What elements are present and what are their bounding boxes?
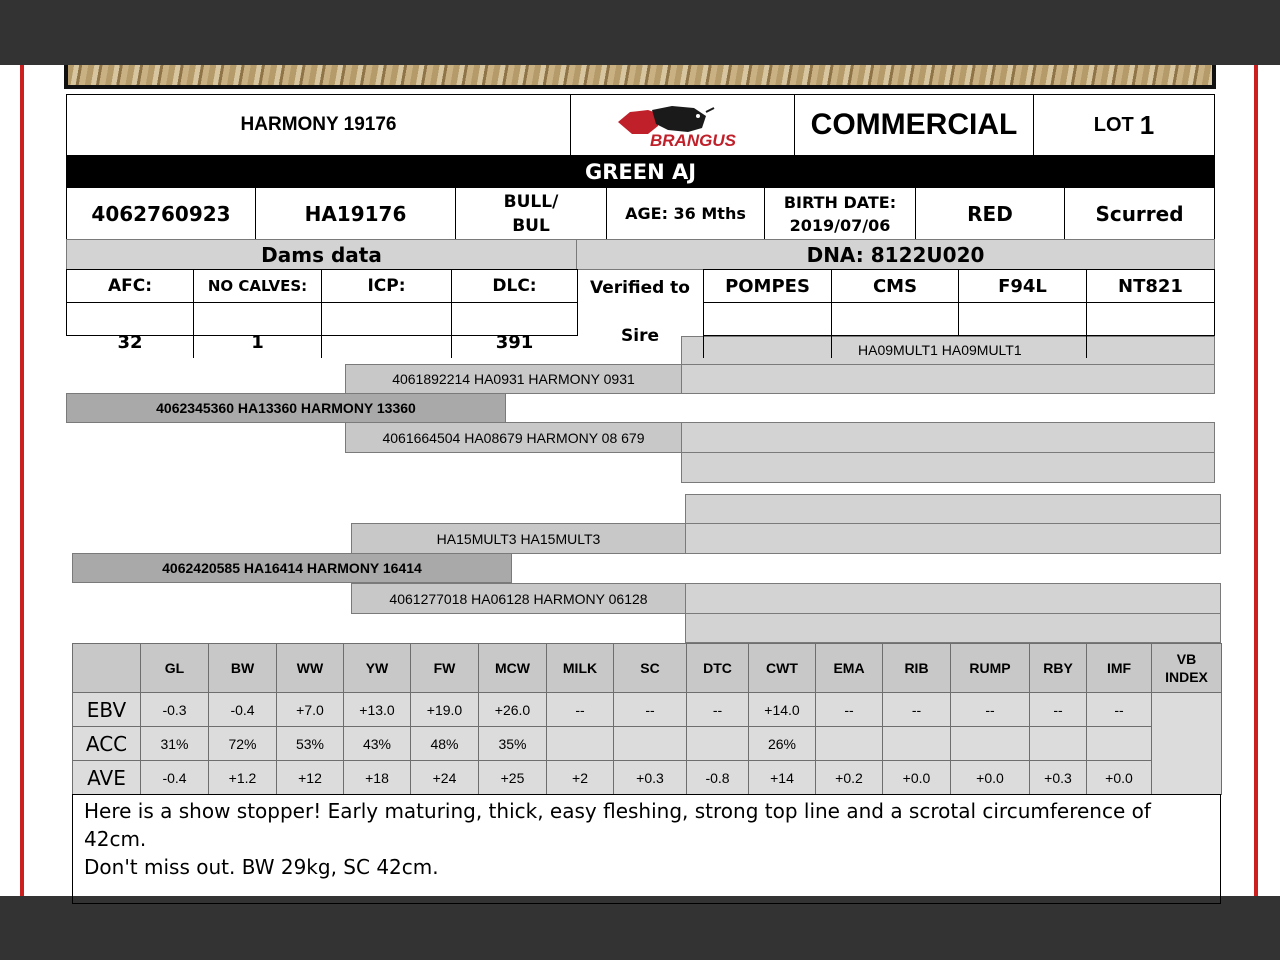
dam-sire: HA15MULT3 HA15MULT3 bbox=[351, 523, 686, 554]
sex-line2: BUL bbox=[512, 215, 550, 236]
ebv-value-cell: -- bbox=[815, 692, 883, 727]
birth-date-label: BIRTH DATE: bbox=[783, 192, 897, 212]
ebv-value-cell: +14 bbox=[748, 760, 816, 795]
ebv-value-cell bbox=[686, 726, 749, 761]
ebv-value-cell bbox=[815, 726, 883, 761]
nt821-result bbox=[1086, 302, 1215, 336]
ebv-corner bbox=[72, 643, 141, 693]
ebv-value-cell: -- bbox=[613, 692, 687, 727]
left-red-frame bbox=[20, 65, 24, 896]
ebv-value-cell: +7.0 bbox=[276, 692, 344, 727]
cms-result bbox=[831, 302, 959, 336]
dna-test-nt821: NT821 bbox=[1086, 269, 1215, 303]
pedigree-ggs-3 bbox=[681, 422, 1215, 453]
age-cell: AGE: 36 Mths bbox=[606, 187, 765, 240]
ebv-value-cell: 72% bbox=[208, 726, 277, 761]
pedigree-ggd-2 bbox=[685, 523, 1221, 554]
ebv-value-cell: +26.0 bbox=[478, 692, 547, 727]
ebv-value-cell: 43% bbox=[343, 726, 411, 761]
ebv-column-header: CWT bbox=[748, 643, 816, 693]
ebv-value-cell: 26% bbox=[748, 726, 816, 761]
sire-sire-label: HA09MULT1 HA09MULT1 bbox=[858, 342, 1022, 358]
dna-test-pompes: POMPES bbox=[703, 269, 832, 303]
ebv-value-cell: +0.0 bbox=[1086, 760, 1152, 795]
dna-test-cms: CMS bbox=[831, 269, 959, 303]
vb-index-header bbox=[1151, 643, 1222, 693]
ebv-value-cell: 53% bbox=[276, 726, 344, 761]
lot-label: LOT bbox=[1093, 113, 1134, 136]
horn-cell: Scurred bbox=[1064, 187, 1215, 240]
comment-box bbox=[72, 794, 1221, 904]
dam-dam: 4061277018 HA06128 HARMONY 06128 bbox=[351, 583, 686, 614]
ebv-column-header: RIB bbox=[882, 643, 951, 693]
category-label: COMMERCIAL bbox=[794, 94, 1034, 156]
afc-value: 32 bbox=[117, 331, 143, 353]
ebv-value-cell: +18 bbox=[343, 760, 411, 795]
dam: 4062420585 HA16414 HARMONY 16414 bbox=[72, 553, 512, 583]
ebv-value-cell: +0.3 bbox=[1029, 760, 1087, 795]
ebv-row-label: EBV bbox=[72, 692, 141, 727]
calves-value: 1 bbox=[251, 331, 264, 353]
cattle-logo-icon bbox=[608, 100, 758, 150]
birth-date-cell bbox=[764, 187, 916, 240]
sire-dam-sire: 4061892214 HA0931 HARMONY 0931 bbox=[345, 364, 682, 394]
sire-dam: 4061664504 HA08679 HARMONY 08 679 bbox=[345, 422, 682, 453]
ebv-column-header: YW bbox=[343, 643, 411, 693]
vb-index-value bbox=[1151, 692, 1222, 795]
ebv-value-cell bbox=[613, 726, 687, 761]
ebv-column-header: WW bbox=[276, 643, 344, 693]
dlc-label: DLC: bbox=[451, 269, 578, 303]
ebv-value-cell: +0.0 bbox=[882, 760, 951, 795]
dna-test-f94l: F94L bbox=[958, 269, 1087, 303]
logo-text: BRANGUS bbox=[649, 131, 736, 150]
ebv-value-cell bbox=[546, 726, 614, 761]
ebv-value-cell bbox=[950, 726, 1030, 761]
sex-cell bbox=[455, 187, 607, 240]
ebv-value-cell: +12 bbox=[276, 760, 344, 795]
ebv-value-cell: +1.2 bbox=[208, 760, 277, 795]
top-dark-bar bbox=[0, 0, 1280, 65]
ebv-value-cell bbox=[1086, 726, 1152, 761]
vb-index-line2: INDEX bbox=[1165, 669, 1208, 685]
ebv-value-cell: +0.2 bbox=[815, 760, 883, 795]
vb-index-line1: VB bbox=[1176, 651, 1197, 667]
lot-number: 1 bbox=[1139, 109, 1155, 140]
right-red-frame bbox=[1254, 65, 1258, 896]
verified-to-sire-line1: Verified to bbox=[590, 278, 690, 298]
ebv-value-cell: +24 bbox=[410, 760, 479, 795]
ebv-value-cell: -- bbox=[1086, 692, 1152, 727]
brangus-logo bbox=[570, 94, 795, 156]
ebv-column-header: GL bbox=[140, 643, 209, 693]
ebv-column-header: MILK bbox=[546, 643, 614, 693]
ebv-value-cell: -0.4 bbox=[208, 692, 277, 727]
ebv-row-label: ACC bbox=[72, 726, 141, 761]
dams-data-title: Dams data bbox=[66, 239, 577, 270]
bottom-dark-bar bbox=[0, 896, 1280, 960]
animal-photo-strip bbox=[64, 65, 1216, 89]
pedigree-ggs-4 bbox=[681, 452, 1215, 483]
owner-bar: GREEN AJ bbox=[66, 155, 1215, 188]
ebv-value-cell: +2 bbox=[546, 760, 614, 795]
pedigree-ggd-3 bbox=[685, 583, 1221, 614]
pedigree-ggs-2 bbox=[681, 364, 1215, 394]
ebv-value-cell: +25 bbox=[478, 760, 547, 795]
ebv-value-cell: -- bbox=[686, 692, 749, 727]
ebv-column-header: SC bbox=[613, 643, 687, 693]
ebv-value-cell: -- bbox=[882, 692, 951, 727]
ebv-column-header: FW bbox=[410, 643, 479, 693]
pedigree-ggd-4 bbox=[685, 613, 1221, 643]
ebv-value-cell: -- bbox=[1029, 692, 1087, 727]
pedigree-ggd-1 bbox=[685, 494, 1221, 524]
f94l-result bbox=[958, 302, 1087, 336]
comment-line-2: Don't miss out. BW 29kg, SC 42cm. bbox=[84, 855, 439, 879]
ebv-column-header: IMF bbox=[1086, 643, 1152, 693]
ebv-value-cell: +14.0 bbox=[748, 692, 816, 727]
birth-date-value: 2019/07/06 bbox=[789, 215, 891, 235]
ebv-column-header: MCW bbox=[478, 643, 547, 693]
verified-to-sire-line2: Sire bbox=[621, 326, 659, 346]
no-calves-label: NO CALVES: bbox=[193, 269, 322, 303]
dlc-value: 391 bbox=[495, 331, 534, 353]
comment-line-1: Here is a show stopper! Early maturing, thick, easy fleshing, strong top line and a scrotal circumference of 42cm. bbox=[84, 799, 1151, 851]
ebv-value-cell: 48% bbox=[410, 726, 479, 761]
ebv-value-cell: -0.8 bbox=[686, 760, 749, 795]
ebv-value-cell bbox=[882, 726, 951, 761]
ebv-value-cell: -0.4 bbox=[140, 760, 209, 795]
ebv-column-header: RUMP bbox=[950, 643, 1030, 693]
ebv-column-header: EMA bbox=[815, 643, 883, 693]
ebv-value-cell: 31% bbox=[140, 726, 209, 761]
color-cell: RED bbox=[915, 187, 1065, 240]
ebv-column-header: BW bbox=[208, 643, 277, 693]
ebv-value-cell: +13.0 bbox=[343, 692, 411, 727]
sex-line1: BULL/ bbox=[503, 191, 559, 212]
ebv-value-cell: -- bbox=[546, 692, 614, 727]
dna-title: DNA: 8122U020 bbox=[576, 239, 1215, 270]
pompes-result bbox=[703, 302, 832, 336]
animal-id: 4062760923 bbox=[66, 187, 256, 240]
ebv-value-cell: +0.0 bbox=[950, 760, 1030, 795]
ebv-value-cell: 35% bbox=[478, 726, 547, 761]
ebv-value-cell: +0.3 bbox=[613, 760, 687, 795]
ebv-value-cell: -- bbox=[950, 692, 1030, 727]
ebv-column-header: DTC bbox=[686, 643, 749, 693]
afc-label: AFC: bbox=[66, 269, 194, 303]
ebv-column-header: RBY bbox=[1029, 643, 1087, 693]
ebv-value-cell bbox=[1029, 726, 1087, 761]
ebv-value-cell: -0.3 bbox=[140, 692, 209, 727]
icp-value bbox=[321, 330, 452, 354]
ebv-value-cell: +19.0 bbox=[410, 692, 479, 727]
animal-name: HARMONY 19176 bbox=[66, 94, 571, 156]
animal-tag: HA19176 bbox=[255, 187, 456, 240]
sire: 4062345360 HA13360 HARMONY 13360 bbox=[66, 393, 506, 423]
icp-label: ICP: bbox=[321, 269, 452, 303]
ebv-row-label: AVE bbox=[72, 760, 141, 795]
lot-cell bbox=[1033, 94, 1215, 156]
